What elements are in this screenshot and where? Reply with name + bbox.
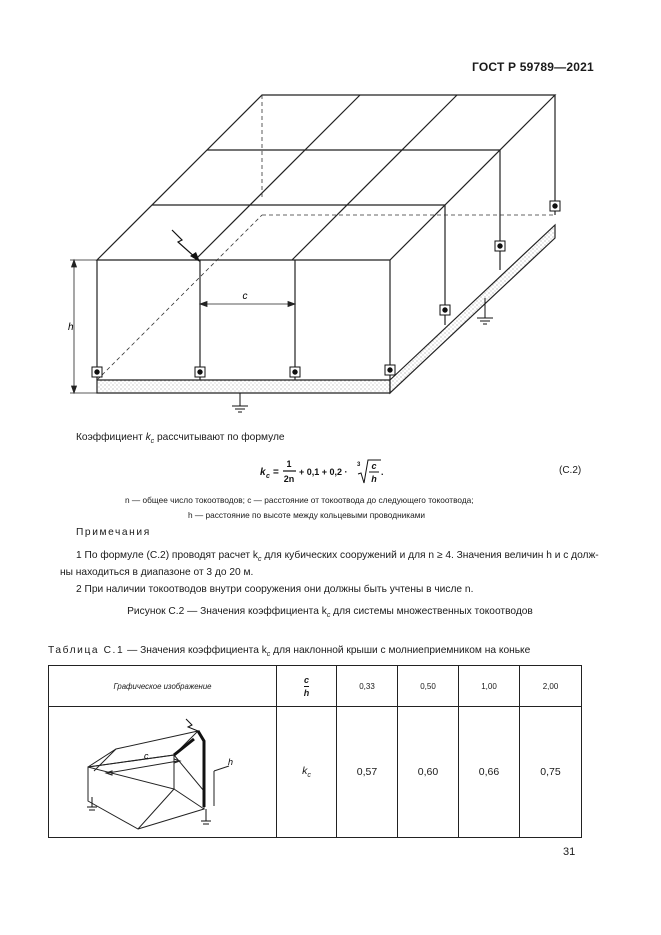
note-1-line-2: ны находиться в диапазоне от 3 до 20 м.: [60, 567, 254, 578]
svg-text:c: c: [143, 750, 148, 761]
value-cell: 0,60: [398, 707, 459, 838]
svg-text:c: c: [266, 473, 270, 480]
notes-heading: Примечания: [76, 527, 151, 538]
svg-text:h: h: [371, 474, 377, 484]
legend-line-2: h — расстояние по высоте между кольцевыми проводниками: [188, 510, 426, 520]
svg-text:+ 0,1 + 0,2 ·: + 0,1 + 0,2 ·: [299, 467, 348, 477]
header-graphic: Графическое изображение: [49, 666, 277, 707]
svg-text:k: k: [260, 467, 266, 478]
svg-text:.: .: [381, 467, 384, 477]
note-1-line-1: 1 По формуле (С.2) проводят расчет $k_c$ для кубических сооружений и для n ≥ 4. Значения величин h и c долж-: [76, 550, 599, 564]
coefficient-intro: Коэффициент $k_c$ рассчитывают по формуле: [76, 432, 285, 446]
ratio-cell: 0,50: [398, 666, 459, 707]
svg-text:3: 3: [357, 462, 361, 468]
equation-number: (С.2): [559, 465, 582, 476]
sloped-roof-image-cell: [49, 707, 277, 838]
value-cell: 0,57: [337, 707, 398, 838]
figure-caption: Рисунок С.2 — Значения коэффициента $k_c$ для системы множественных токоотводов: [127, 606, 533, 620]
row-label: $k_c$: [277, 707, 337, 838]
ratio-cell: 2,00: [520, 666, 582, 707]
svg-text:1: 1: [286, 459, 292, 469]
table-header-row: [49, 666, 582, 707]
legend-line-1: n — общее число токоотводов; c — расстояние от токоотвода до следующего токоотвода;: [125, 495, 474, 505]
standard-number: ГОСТ Р 59789—2021: [472, 60, 594, 74]
page-number: 31: [563, 846, 576, 858]
ratio-cell: 0,33: [337, 666, 398, 707]
value-cell: 0,66: [459, 707, 520, 838]
sloped-roof-building-image: [78, 711, 248, 831]
dimension-h-label: h: [68, 322, 74, 333]
svg-text:2n: 2n: [283, 474, 295, 484]
svg-text:c: c: [371, 461, 377, 471]
ground-icon: [232, 298, 493, 412]
table-row: [49, 707, 582, 838]
header-ratio: $\frac{c}{h}$: [277, 666, 337, 707]
figure-building-diagram: [60, 80, 580, 420]
svg-text:h: h: [227, 756, 233, 767]
formula-c2: [258, 452, 408, 492]
svg-text:=: =: [273, 467, 279, 478]
coefficient-table: [48, 665, 582, 838]
value-cell: 0,75: [520, 707, 582, 838]
dimension-c-label: c: [242, 291, 248, 302]
ratio-cell: 1,00: [459, 666, 520, 707]
table-title: Таблица С.1 — Значения коэффициента $k_c$ для наклонной крыши с молниеприемником на коньке: [48, 645, 531, 659]
note-2: 2 При наличии токоотводов внутри сооружения они должны быть учтены в числе n.: [76, 584, 474, 595]
lightning-icon: [172, 230, 200, 262]
